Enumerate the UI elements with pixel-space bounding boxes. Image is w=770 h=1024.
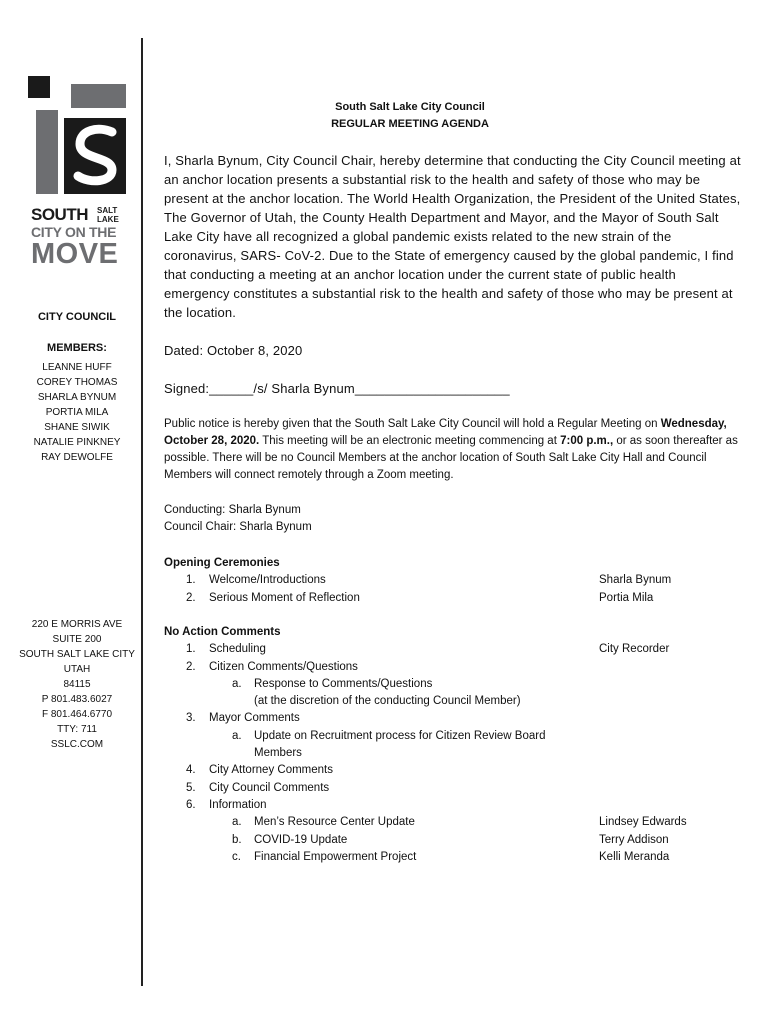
subitem-note: (at the discretion of the conducting Council Member) <box>254 695 521 708</box>
item-presenter: Terry Addison <box>599 833 669 846</box>
agenda-item <box>164 590 724 607</box>
agenda-item <box>164 659 724 676</box>
subitem-text: Response to Comments/Questions <box>254 677 433 690</box>
item-number: 1. <box>186 574 196 587</box>
item-text: Serious Moment of Reflection <box>209 591 360 604</box>
signed-value: ______/s/ Sharla Bynum_____________________ <box>209 381 510 396</box>
agenda-item <box>164 797 724 814</box>
address-line: UTAH <box>63 664 91 675</box>
chair-line: Council Chair: Sharla Bynum <box>164 521 312 533</box>
agenda-no-action <box>164 624 724 866</box>
agenda-item <box>164 710 724 727</box>
item-text: Citizen Comments/Questions <box>209 660 358 673</box>
signature-line <box>164 379 744 398</box>
address-line: 220 E MORRIS AVE <box>31 619 123 630</box>
section-heading: Opening Ceremonies <box>164 557 280 569</box>
logo-south: SOUTH <box>31 205 88 224</box>
item-number: 4. <box>186 764 196 777</box>
member-name: NATALIE PINKNEY <box>33 437 121 448</box>
address-line: SSLC.COM <box>50 739 104 750</box>
logo-city-on-the: CITY ON THE <box>31 224 117 240</box>
subitem-text: Update on Recruitment process for Citizen Review Board <box>254 729 546 742</box>
declaration-paragraph: I, Sharla Bynum, City Council Chair, hereby determine that conducting the City Council meeting at an anchor location presents a substantial risk to the health and safety of those who may be present at the anchor location. The World Health Organization, the President of the United States, The Governor of Utah, the County Health Department and Mayor, and the Mayor of South Salt Lake City have all recognized a global pandemic exists related to the new strain of the coronavirus, SARS- CoV-2. Due to the State of emergency caused by the global pandemic, I find that conducting a meeting at an anchor location under the current state of public health emergency constitutes a substantial risk to the health and safety of those who may be present at the location. <box>164 153 741 320</box>
agenda-item <box>164 641 724 658</box>
item-text: City Council Comments <box>209 781 330 794</box>
logo-wordmark <box>31 206 131 268</box>
doc-title <box>164 99 656 133</box>
meeting-date: Wednesday, October 28, 2020. <box>164 418 727 447</box>
section-heading: No Action Comments <box>164 626 281 638</box>
agenda-item <box>164 780 724 797</box>
item-number: 5. <box>186 781 196 794</box>
item-text: Scheduling <box>209 643 266 656</box>
item-text: Mayor Comments <box>209 712 300 725</box>
agenda-opening <box>164 555 724 607</box>
item-number: 3. <box>186 712 196 725</box>
logo-salt-lake <box>97 206 119 224</box>
conducting-line: Conducting: Sharla Bynum <box>164 504 301 516</box>
address-line: SUITE 200 <box>52 634 102 645</box>
subitem-letter: a. <box>232 729 242 742</box>
item-text: Welcome/Introductions <box>209 574 326 587</box>
members-title: MEMBERS: <box>47 342 107 354</box>
subitem-letter: b. <box>232 833 242 846</box>
member-name: COREY THOMAS <box>36 377 118 388</box>
meeting-time: 7:00 p.m., <box>560 435 614 447</box>
agenda-subitem <box>164 676 724 693</box>
notice-text: Public notice is hereby given that the South Salt Lake City Council will hold a Regular Meeting on <box>164 418 661 430</box>
agenda-heading: REGULAR MEETING AGENDA <box>331 118 489 130</box>
subitem-text: COVID-19 Update <box>254 833 348 846</box>
subitem-text: Financial Empowerment Project <box>254 850 417 863</box>
council-title: CITY COUNCIL <box>37 311 117 323</box>
logo-move: MOVE <box>31 238 119 270</box>
address-line: P 801.483.6027 <box>41 694 113 705</box>
item-presenter: Portia Mila <box>599 591 654 604</box>
subitem-letter: a. <box>232 677 242 690</box>
dated-line: Dated: October 8, 2020 <box>164 343 303 358</box>
agenda-subitem-note <box>164 693 724 710</box>
member-name: SHARLA BYNUM <box>37 392 117 403</box>
agenda-subitem <box>164 728 724 745</box>
item-text: City Attorney Comments <box>209 764 333 777</box>
signed-label: Signed: <box>164 381 210 396</box>
item-presenter: Sharla Bynum <box>599 574 672 587</box>
subitem-text: Members <box>254 747 302 760</box>
address-line: F 801.464.6770 <box>41 709 113 720</box>
vertical-divider <box>141 38 143 986</box>
public-notice <box>164 416 739 484</box>
member-name: RAY DEWOLFE <box>41 452 113 463</box>
members-list <box>10 360 144 465</box>
agenda-subitem <box>164 849 724 866</box>
agenda-subitem <box>164 814 724 831</box>
address-line: TTY: 711 <box>57 724 97 735</box>
address-line: SOUTH SALT LAKE CITY <box>19 649 135 660</box>
item-text: Information <box>209 798 267 811</box>
agenda-subitem-cont <box>164 745 724 762</box>
notice-text: or as soon thereafter as possible. There will be no Council Members at the anchor location of South Salt Lake City Hall and Council Members will connect remotely through a Zoom meeting. <box>164 435 738 481</box>
member-name: SHANE SIWIK <box>44 422 110 433</box>
conducting-block <box>164 502 744 536</box>
agenda-item <box>164 572 724 589</box>
logo-lake: LAKE <box>97 215 119 224</box>
agenda-item <box>164 762 724 779</box>
subitem-text: Men’s Resource Center Update <box>254 816 415 829</box>
member-name: LEANNE HUFF <box>42 362 112 373</box>
item-number: 2. <box>186 660 196 673</box>
address-line: 84115 <box>63 679 91 690</box>
item-presenter: City Recorder <box>599 643 670 656</box>
item-number: 2. <box>186 591 196 604</box>
subitem-letter: c. <box>232 850 241 863</box>
item-presenter: Lindsey Edwards <box>599 816 687 829</box>
subitem-letter: a. <box>232 816 242 829</box>
item-number: 1. <box>186 643 196 656</box>
council-name: South Salt Lake City Council <box>335 101 485 113</box>
item-number: 6. <box>186 798 196 811</box>
address-block <box>10 617 144 752</box>
logo-salt: SALT <box>97 206 118 215</box>
agenda-subitem <box>164 832 724 849</box>
notice-text: This meeting will be an electronic meeting commencing at <box>259 435 561 447</box>
item-presenter: Kelli Meranda <box>599 850 670 863</box>
member-name: PORTIA MILA <box>45 407 109 418</box>
